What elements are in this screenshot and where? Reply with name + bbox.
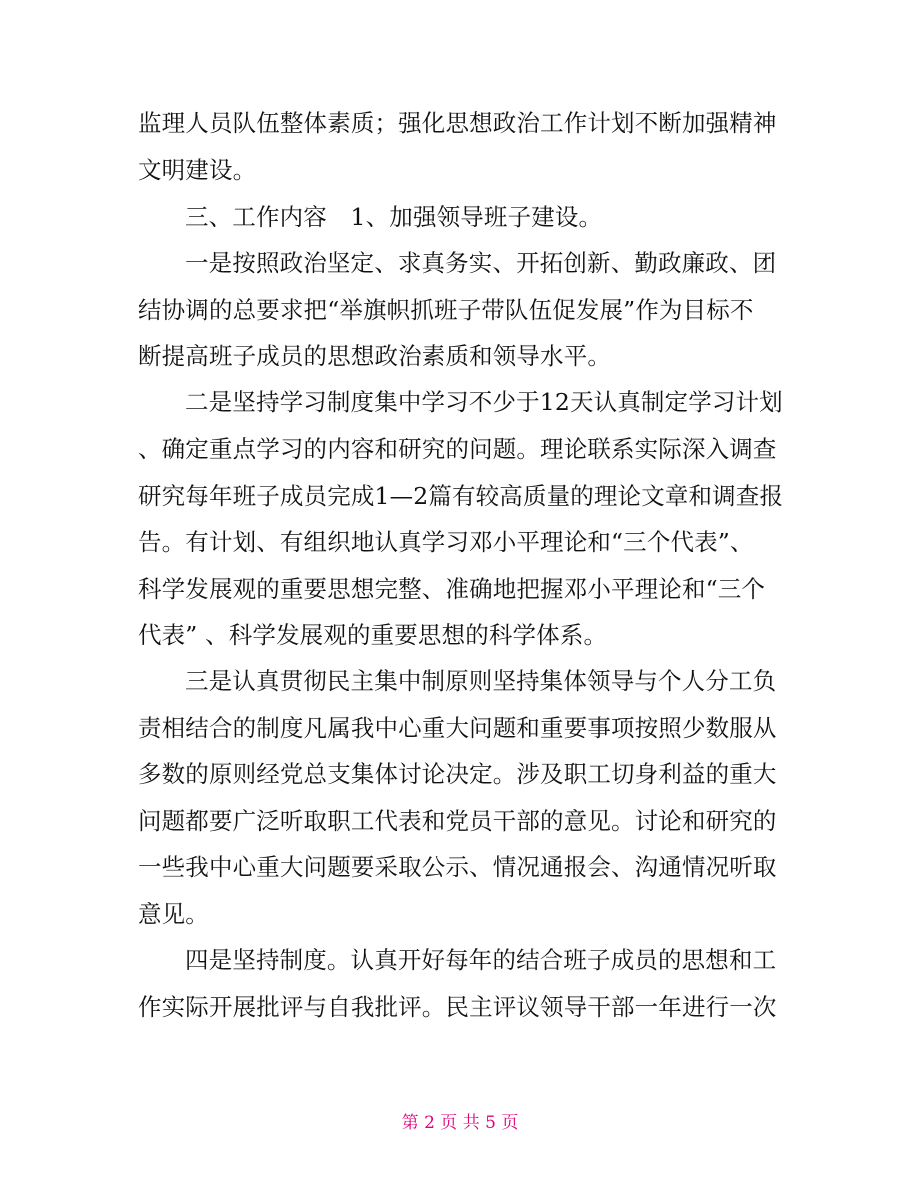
text-line: 一是按照政治坚定、求真务实、开拓创新、勤政廉政、团 (185, 249, 777, 277)
text-line: 一些我中心重大问题要采取公示、情况通报会、沟通情况听取 (138, 853, 777, 881)
text-line: 、确定重点学习的内容和研究的问题。理论联系实际深入调查 (138, 435, 777, 463)
text-line: 断提高班子成员的思想政治素质和领导水平。 (138, 342, 611, 370)
text-line: 结协调的总要求把“举旗帜抓班子带队伍促发展”作为目标不 (138, 296, 754, 324)
text-line: 科学发展观的重要思想完整、准确地把握邓小平理论和“三个 (138, 575, 766, 603)
text-line: 作实际开展批评与自我批评。民主评议领导干部一年进行一次 (138, 993, 777, 1021)
text-line: 问题都要广泛听取职工代表和党员干部的意见。讨论和研究的 (138, 807, 777, 835)
text-line: 文明建设。 (138, 156, 257, 184)
text-line: 多数的原则经党总支集体讨论决定。涉及职工切身利益的重大 (138, 760, 777, 788)
page-footer: 第 2 页 共 5 页 (401, 1113, 519, 1133)
text-line: 二是坚持学习制度集中学习不少于12天认真制定学习计划 (185, 388, 783, 416)
section-heading: 三、工作内容 1、加强领导班子建设。 (185, 203, 603, 231)
text-line: 代表” 、科学发展观的重要思想的科学体系。 (138, 621, 608, 649)
text-line: 责相结合的制度凡属我中心重大问题和重要事项按照少数服从 (138, 714, 777, 742)
text-line: 告。有计划、有组织地认真学习邓小平理论和“三个代表”、 (138, 528, 754, 556)
text-line: 三是认真贯彻民主集中制原则坚持集体领导与个人分工负 (185, 667, 777, 695)
text-line: 四是坚持制度。认真开好每年的结合班子成员的思想和工 (185, 946, 777, 974)
text-line: 研究每年班子成员完成1—2篇有较高质量的理论文章和调查报 (138, 482, 784, 510)
text-line: 意见。 (138, 900, 209, 928)
text-line: 监理人员队伍整体素质；强化思想政治工作计划不断加强精神 (138, 109, 777, 137)
